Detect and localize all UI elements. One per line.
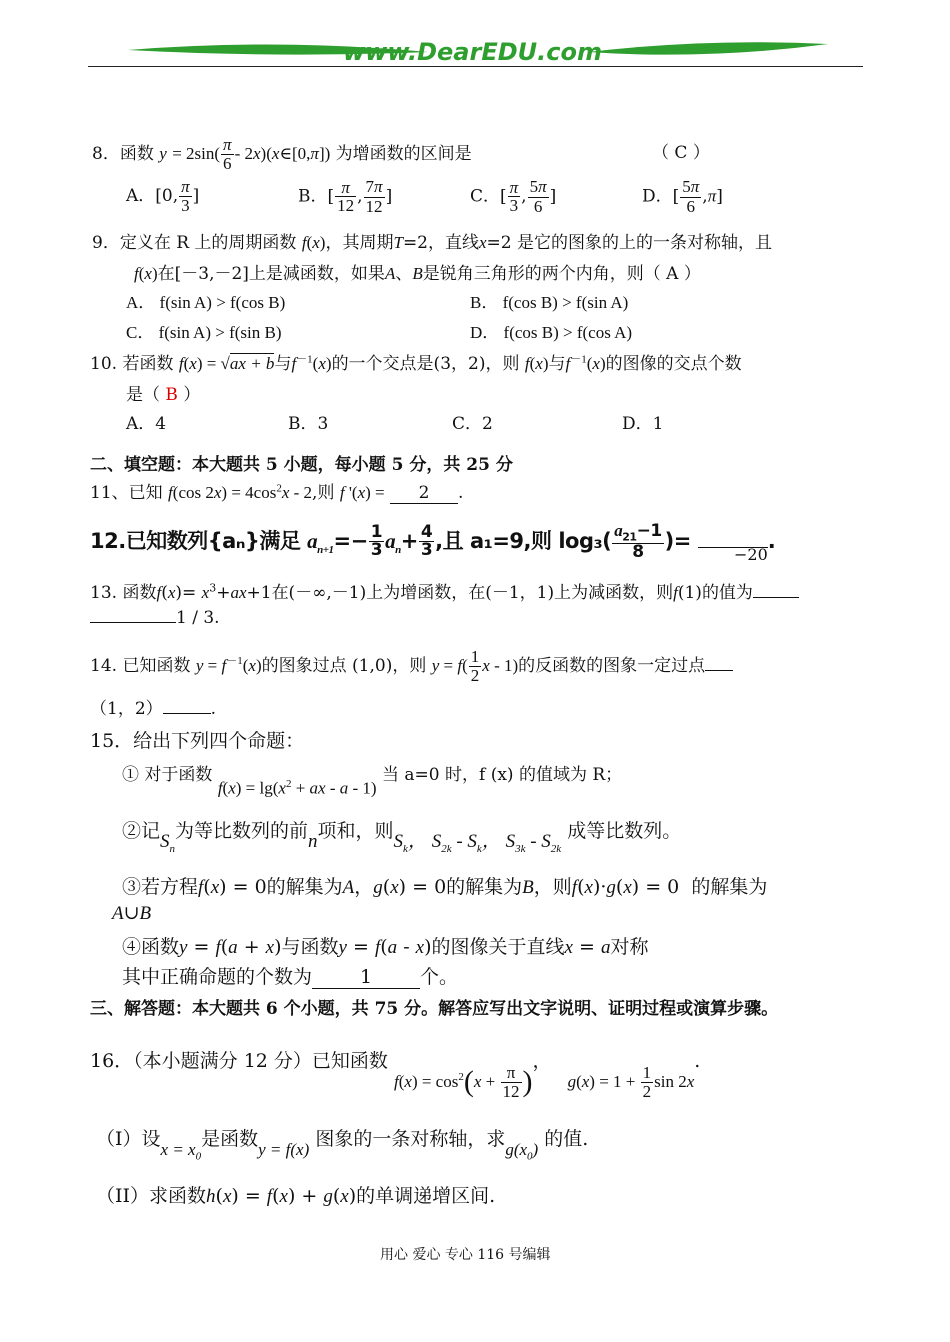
header-leaf-right-icon xyxy=(588,36,828,66)
header-site-name: www.DearEDU.com xyxy=(343,38,602,66)
q9-line1: 9．定义在 R 上的周期函数 f(x)，其周期T=2，直线x=2 是它的图象的上的一条对称轴，且 xyxy=(92,233,773,253)
q11-answer-blank[interactable]: 2 xyxy=(390,483,458,504)
q8-option-b[interactable]: B．[ $\frac{\pi}{12}$ , $\frac{7\pi}{12}$ ] xyxy=(298,177,393,216)
q13-answer: 1 / 3 xyxy=(176,608,215,628)
q10-option-b[interactable]: B．3 xyxy=(288,414,329,434)
q9-option-d[interactable]: D． f(cos B) > f(cos A) xyxy=(470,323,633,342)
page-footer: 用心 爱心 专心 116 号编辑 xyxy=(380,1247,551,1263)
q12-answer: −20 xyxy=(734,545,768,564)
q15-prop-2: ②记$S_n$为等比数列的前n项和，则$S_k$， $S_{2k} - S_k$， $S_{3k} - S_{2k}$ 成等比数列。 xyxy=(122,820,682,855)
q9-option-b[interactable]: B． f(cos B) > f(sin A) xyxy=(470,293,629,312)
q15-answer-blank[interactable]: 1 xyxy=(312,966,420,989)
q10-option-d[interactable]: D．1 xyxy=(622,414,664,434)
q11: 11、已知 f(cos $2x) = 4\cos^2x - 2$,则 f '(x) = 2 . xyxy=(90,482,464,503)
q15-prop-3-result: A∪B xyxy=(112,903,152,924)
q15-prop-1: ① 对于函数 $f(x) = \lg(x^2$ + ax - a - 1) 当 a=0 时，f (x) 的值域为 R； xyxy=(122,765,623,798)
q15-prop-3: ③若方程f(x) = 0的解集为A，g(x) = 0的解集为B，则f(x)·g(x) = 0 的解集为 xyxy=(122,876,768,898)
section-2-heading: 二、填空题：本大题共 5 小题，每小题 5 分，共 25 分 xyxy=(90,455,513,475)
q9-option-a[interactable]: A． f(sin A) > f(cos B) xyxy=(126,293,286,312)
q8-option-a[interactable]: A．[0, $\frac{\pi}{3}$ ] xyxy=(126,177,200,215)
q10-option-c[interactable]: C．2 xyxy=(452,414,493,434)
q14-line1: 14. 已知函数 $y = f^{-1}(x)$的图象过点 (1,0)，则 y = f( $\frac{1}{2}$ x - 1)的反函数的图象一定过点 xyxy=(90,648,733,685)
q16-part-1: （I）设$x = x_0$是函数y = f(x) 图象的一条对称轴，求$g(x_0)$ 的值. xyxy=(96,1128,589,1163)
q15-prop-4: ④函数y = f(a + x)与函数y = f(a - x)的图像关于直线x = a对称 xyxy=(122,936,649,958)
q10-answer: B xyxy=(165,385,178,405)
q15-conclusion: 其中正确命题的个数为 1 个。 xyxy=(122,966,459,988)
q14-answer: （1，2） xyxy=(90,699,163,719)
q12: 12.已知数列{aₙ}满足 $a_{n+1}=-$ $\frac{1}{3}$ $a_n+$ $\frac{4}{3}$ ,且 a₁=9,则 log₃( $\frac{a_{21}-1}{8}$ )= . xyxy=(90,521,776,562)
q13-line2: 1 / 3. xyxy=(90,608,220,628)
page-header xyxy=(88,36,863,70)
q15-title: 15．给出下列四个命题： xyxy=(90,730,305,752)
q14-line2: （1，2） . xyxy=(90,699,217,719)
header-rule xyxy=(88,66,863,67)
q13-line1: 13. 函数$f(x)= x^3+ax+1$在(－∞,－1)上为增函数，在(－1，1)上为减函数，则f(1)的值为 xyxy=(90,578,799,603)
q16-part-2: （II）求函数h(x) = f(x) + g(x)的单调递增区间. xyxy=(96,1185,496,1207)
q16-stem: 16．（本小题满分 12 分）已知函数 $f(x) = \cos^2(x$ + $\frac{\pi}{12}$ )， g(x) = 1 + $\frac{1}{2}$ sin 2x. xyxy=(90,1050,701,1101)
section-3-heading: 三、解答题：本大题共 6 个小题，共 75 分。解答应写出文字说明、证明过程或演算步骤。 xyxy=(90,999,779,1019)
q8-option-c[interactable]: C．[ $\frac{\pi}{3}$ , $\frac{5\pi}{6}$ ] xyxy=(470,177,557,216)
q9-line2: f(x)在[－3,－2]上是减函数，如果A、B是锐角三角形的两个内角，则（ A ） xyxy=(134,264,701,284)
q9-option-c[interactable]: C． f(sin A) > f(sin B) xyxy=(126,323,282,342)
q14-answer-blank[interactable] xyxy=(163,713,211,714)
q8-option-d[interactable]: D．[ $\frac{5\pi}{6}$ ,π] xyxy=(642,177,723,216)
q10-line2: 是（ B ） xyxy=(126,385,201,405)
q8-answer: （ C ） xyxy=(652,143,710,163)
q10-option-a[interactable]: A．4 xyxy=(126,414,167,434)
q9-answer: A xyxy=(666,264,679,284)
q13-answer-blank[interactable] xyxy=(90,622,176,623)
q8-stem: 8．函数 y = 2sin( $\frac{\pi}{6}$ - 2x)(x∈[0,π]) 为增函数的区间是 xyxy=(92,135,472,173)
q10-line1: 10. 若函数 f(x) = √ax + b与$f^{-1}(x)$的一个交点是(3，2)，则 f(x)与$f^{-1}(x)$的图像的交点个数 xyxy=(90,353,742,374)
